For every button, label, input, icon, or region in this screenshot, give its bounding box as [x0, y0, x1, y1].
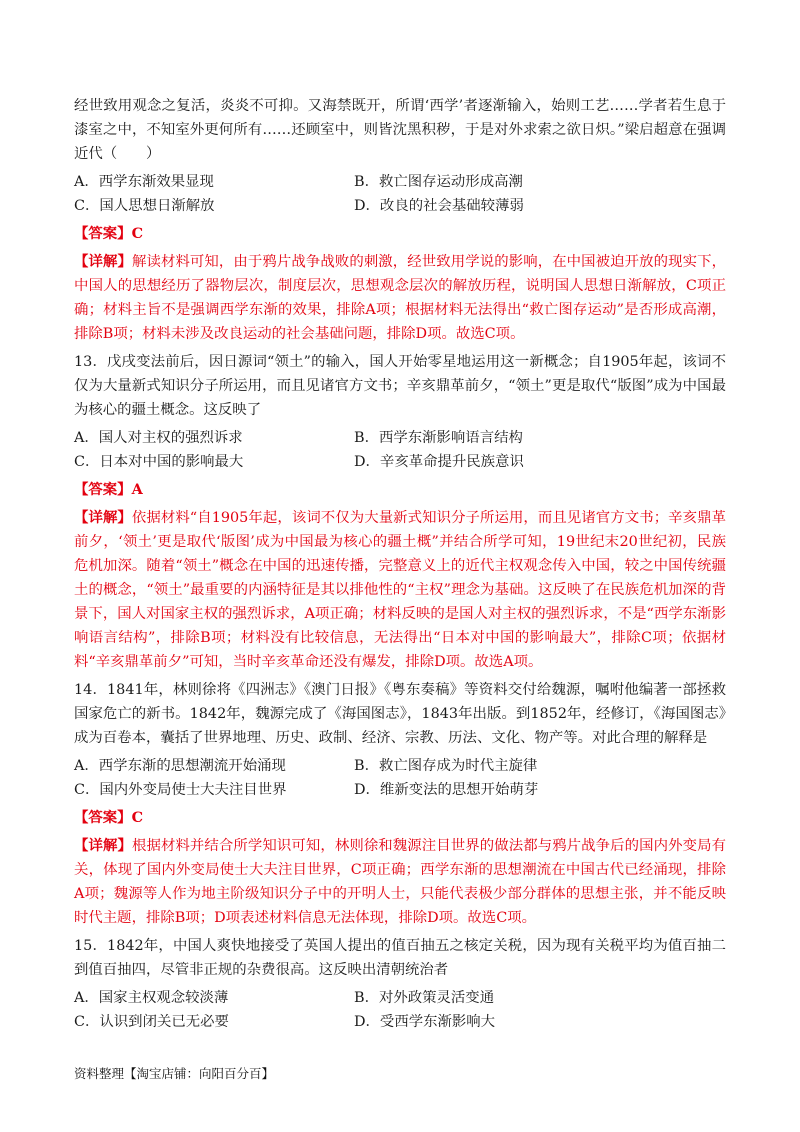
explanation: [74, 250, 726, 346]
answer-line: [74, 478, 726, 502]
option-d: D．受西学东渐影响大: [354, 1014, 496, 1030]
option-c: C．国人思想日渐解放: [74, 198, 215, 214]
answer-value: A: [131, 481, 143, 498]
question-stem: 14．1841年，林则徐将《四洲志》《澳门日报》《粤东奏稿》等资料交付给魏源，嘱咐他编著一部拯救国家危亡的新书。1842年，魏源完成了《海国图志》，1843年出版。到1852年，经修订，《海国图志》成为百卷本，囊括了世界地理、历史、政制、经济、宗教、历法、文化、物产等。对此合理的解释是: [74, 682, 726, 746]
explanation: [74, 834, 726, 930]
answer-tag: 【答案】: [74, 809, 132, 826]
answer-line: [74, 806, 726, 830]
question-13: [74, 350, 726, 674]
option-a: A．国人对主权的强烈诉求: [74, 430, 243, 446]
question-14: [74, 678, 726, 930]
option-c: C．日本对中国的影响最大: [74, 454, 244, 470]
option-a: A．西学东渐的思想潮流开始涌现: [74, 758, 286, 774]
explanation-tag: 【详解】: [74, 253, 132, 270]
explanation-tag: 【详解】: [74, 509, 132, 526]
explanation-text: 根据材料并结合所学知识可知，林则徐和魏源注目世界的做法都与鸦片战争后的国内外变局有关，体现了国内外变局使士大夫注目世界，C项正确；西学东渐的思想潮流在中国古代已经涌现，排除A项；魏源等人作为地主阶级知识分子中的开明人士，只能代表极少部分群体的思想主张，并不能反映时代主题，排除B项；D项表述材料信息无法体现，排除D项。故选C项。: [74, 838, 726, 926]
option-a: A．国家主权观念较淡薄: [74, 990, 229, 1006]
question-12: [74, 94, 726, 346]
answer-tag: 【答案】: [74, 225, 132, 242]
explanation: [74, 506, 726, 674]
option-c: C．国内外变局使士大夫注目世界: [74, 782, 287, 798]
option-b: B．西学东渐影响语言结构: [354, 430, 523, 446]
question-15: [74, 934, 726, 1034]
option-b: B．救亡图存运动形成高潮: [354, 174, 523, 190]
explanation-text: 解读材料可知，由于鸦片战争战败的刺激，经世致用学说的影响，在中国被迫开放的现实下，中国人的思想经历了器物层次，制度层次，思想观念层次的解放历程，说明国人思想日渐解放，C项正确；材料主旨不是强调西学东渐的效果，排除A项；根据材料无法得出“救亡图存运动”是否形成高潮，排除B项；材料未涉及改良运动的社会基础问题，排除D项。故选C项。: [74, 254, 726, 342]
answer-line: [74, 222, 726, 246]
answer-tag: 【答案】: [74, 481, 132, 498]
option-a: A．西学东渐效果显现: [74, 174, 214, 190]
explanation-text: 依据材料“自1905年起，该词不仅为大量新式知识分子所运用，而且见诸官方文书；辛亥鼎革前夕，‘领土’更是取代‘版图’成为中国最为核心的疆土概”并结合所学可知，19世纪末20世纪初，民族危机加深。随着“领土”概念在中国的迅速传播，完整意义上的近代主权观念传入中国，较之中国传统疆土的概念，“领土”最重要的内涵特征是其以排他性的“主权”理念为基础。这反映了在民族危机加深的背景下，国人对国家主权的强烈诉求，A项正确；材料反映的是国人对主权的强烈诉求，不是“西学东渐影响语言结构”，排除B项；材料没有比较信息，无法得出“日本对中国的影响最大”，排除C项；依据材料“辛亥鼎革前夕”可知，当时辛亥革命还没有爆发，排除D项。故选A项。: [74, 510, 726, 670]
option-b: B．救亡图存成为时代主旋律: [354, 758, 538, 774]
options-grid: [74, 170, 726, 218]
option-b: B．对外政策灵活变通: [354, 990, 495, 1006]
option-d: D．辛亥革命提升民族意识: [354, 454, 524, 470]
options-grid: [74, 754, 726, 802]
page-footer: 资料整理【淘宝店铺：向阳百分百】: [74, 1066, 275, 1081]
answer-value: C: [131, 225, 144, 242]
explanation-tag: 【详解】: [74, 837, 132, 854]
document-page: [74, 94, 726, 1038]
options-grid: [74, 426, 726, 474]
option-c: C．认识到闭关已无必要: [74, 1014, 229, 1030]
question-stem: 15．1842年，中国人爽快地接受了英国人提出的值百抽五之核定关税，因为现有关税平均为值百抽二到值百抽四，尽管非正规的杂费很高。这反映出清朝统治者: [74, 938, 726, 978]
option-d: D．维新变法的思想开始萌芽: [354, 782, 539, 798]
options-grid: [74, 986, 726, 1034]
answer-value: C: [131, 809, 144, 826]
question-stem: 13．戊戌变法前后，因日源词“领土”的输入，国人开始零星地运用这一新概念；自1905年起，该词不仅为大量新式知识分子所运用，而且见诸官方文书；辛亥鼎革前夕，“领土”更是取代“版图”成为中国最为核心的疆土概念。这反映了: [74, 354, 726, 418]
question-stem: 经世致用观念之复活，炎炎不可抑。又海禁既开，所谓‘西学’者逐渐输入，始则工艺……学者若生息于漆室之中，不知室外更何所有……还顾室中，则皆沈黑积秽，于是对外求索之欲日炽。”梁启超意在强调近代（ ）: [74, 98, 726, 162]
option-d: D．改良的社会基础较薄弱: [354, 198, 524, 214]
